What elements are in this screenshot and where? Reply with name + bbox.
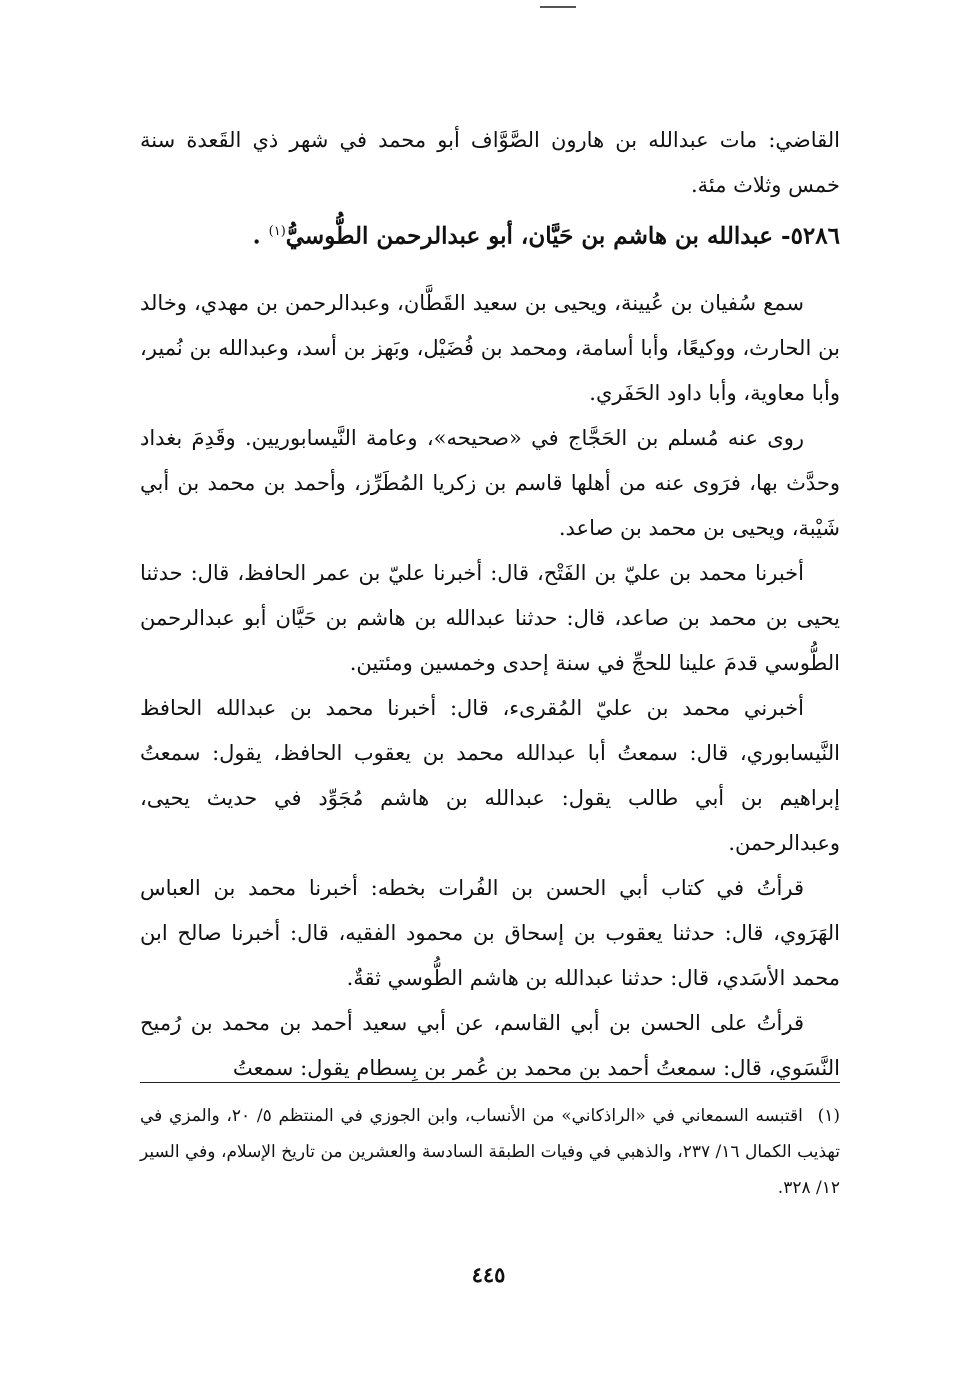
footnote-text: اقتبسه السمعاني في «الراذكاني» من الأنساب، وابن الجوزي في المنتظم ٥/ ٢٠، والمزي في تهذيب الكمال ١٦/ ٢٣٧، والذهبي في وفيات الطبقة السادسة والعشرين من تاريخ الإسلام، وفي السير ١٢/ ٣٢٨. bbox=[140, 1106, 841, 1198]
footnote-separator bbox=[140, 1082, 840, 1083]
paragraph-students: روى عنه مُسلم بن الحَجَّاج في «صحيحه»، وعامة النَّيسابوريين. وقَدِمَ بغداد وحدَّث بها، فرَوى عنه من أهلها قاسم بن زكريا المُطَرِّز، وأحمد بن محمد بن أبي شَيْبة، ويحيى بن محمد بن صاعد. bbox=[140, 425, 840, 540]
paragraph-continuation: القاضي: مات عبدالله بن هارون الصَّوَّاف أبو محمد في شهر ذي القَعدة سنة خمس وثلاث مئة. bbox=[140, 128, 840, 197]
footnote bbox=[140, 1098, 840, 1206]
paragraph-narration-4: قرأتُ على الحسن بن أبي القاسم، عن أبي سعيد أحمد بن محمد بن رُميح النَّسَوي، قال: سمعتُ أحمد بن محمد بن عُمر بن بِسطام يقول: سمعتُ bbox=[140, 1010, 840, 1080]
page-body bbox=[140, 118, 840, 1091]
footnote-number: (١) bbox=[817, 1106, 840, 1126]
footnote-reference[interactable]: (١) bbox=[268, 224, 286, 239]
top-decorative-rule bbox=[540, 6, 576, 8]
entry-heading-tail: . bbox=[252, 222, 269, 250]
paragraph-narration-1: أخبرنا محمد بن عليّ بن الفَتْح، قال: أخبرنا عليّ بن عمر الحافظ، قال: حدثنا يحيى بن محمد بن صاعد، قال: حدثنا عبدالله بن هاشم بن حَيَّان أبو عبدالرحمن الطُّوسي قدمَ علينا للحجِّ في سنة إحدى وخمسين ومئتين. bbox=[140, 560, 840, 675]
paragraph-teachers: سمع سُفيان بن عُيينة، ويحيى بن سعيد القَطَّان، وعبدالرحمن بن مهدي، وخالد بن الحارث، ووكيعًا، وأبا أسامة، ومحمد بن فُضَيْل، وبَهز بن أسد، وعبدالله بن نُمير، وأبا معاوية، وأبا داود الحَفَري. bbox=[140, 290, 840, 405]
paragraph-narration-2: أخبرني محمد بن عليّ المُقرىء، قال: أخبرنا محمد بن عبدالله الحافظ النَّيسابوري، قال: سمعتُ أبا عبدالله محمد بن يعقوب الحافظ، يقول: سمعتُ إبراهيم بن أبي طالب يقول: عبدالله بن هاشم مُجَوِّد في حديث يحيى، وعبدالرحمن. bbox=[140, 695, 840, 855]
entry-heading bbox=[140, 210, 840, 259]
page-number: ٤٤٥ bbox=[471, 1262, 506, 1287]
entry-heading-text: ٥٢٨٦- عبدالله بن هاشم بن حَيَّان، أبو عبدالرحمن الطُّوسيُّ bbox=[285, 222, 840, 250]
paragraph-narration-3: قرأتُ في كتاب أبي الحسن بن الفُرات بخطه: أخبرنا محمد بن العباس الهَرَوي، قال: حدثنا يعقوب بن إسحاق بن محمود الفقيه، قال: أخبرنا صالح ابن محمد الأسَدي، قال: حدثنا عبدالله بن هاشم الطُّوسي ثقةٌ. bbox=[140, 875, 840, 990]
